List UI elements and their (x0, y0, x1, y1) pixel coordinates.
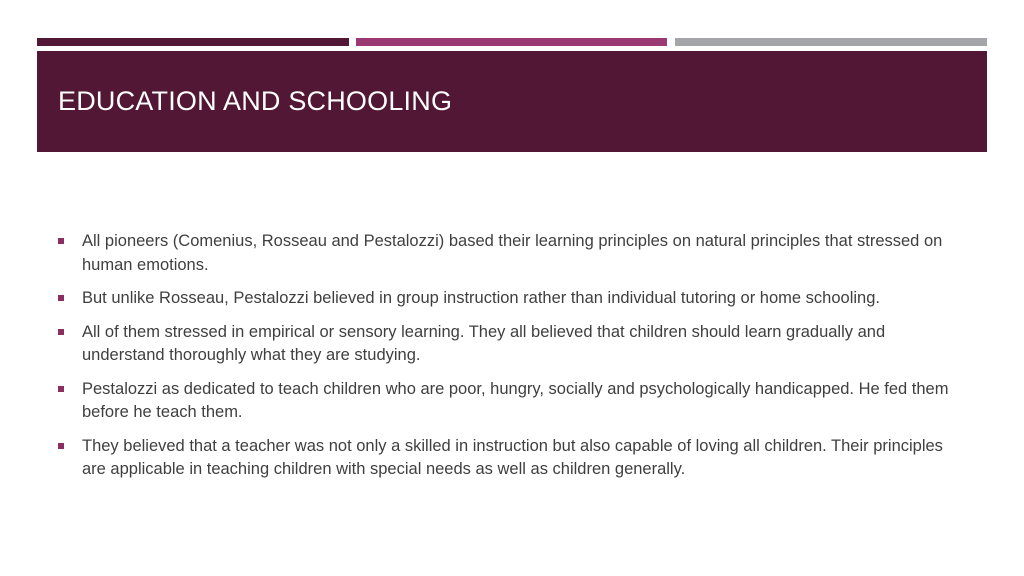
bullet-text: They believed that a teacher was not only a skilled in instruction but also capable of loving all children. Their principles are applicable in teaching children with special needs as well as children generally. (82, 436, 943, 478)
title-band (37, 51, 987, 152)
bullet-item (57, 287, 957, 311)
accent-bar-magenta (356, 38, 667, 46)
square-bullet-icon (58, 329, 64, 335)
accent-bar-gray (675, 38, 987, 46)
bullet-text: All of them stressed in empirical or sensory learning. They all believed that children should learn gradually and understand thoroughly what they are studying. (82, 322, 886, 364)
bullet-text: Pestalozzi as dedicated to teach children who are poor, hungry, socially and psychologically handicapped. He fed them before he teach them. (82, 379, 949, 421)
bullet-item (57, 230, 957, 277)
square-bullet-icon (58, 295, 64, 301)
bullet-text: All pioneers (Comenius, Rosseau and Pestalozzi) based their learning principles on natural principles that stressed on human emotions. (82, 232, 943, 274)
bullet-item (57, 321, 957, 368)
bullet-text: But unlike Rosseau, Pestalozzi believed in group instruction rather than individual tutoring or home schooling. (82, 289, 880, 307)
square-bullet-icon (58, 443, 64, 449)
square-bullet-icon (58, 386, 64, 392)
accent-bars (37, 38, 987, 46)
square-bullet-icon (58, 238, 64, 244)
slide-title: EDUCATION AND SCHOOLING (58, 86, 453, 116)
bullet-item (57, 435, 957, 482)
bullet-item (57, 378, 957, 425)
bullet-list (57, 230, 957, 492)
accent-bar-dark (37, 38, 349, 46)
